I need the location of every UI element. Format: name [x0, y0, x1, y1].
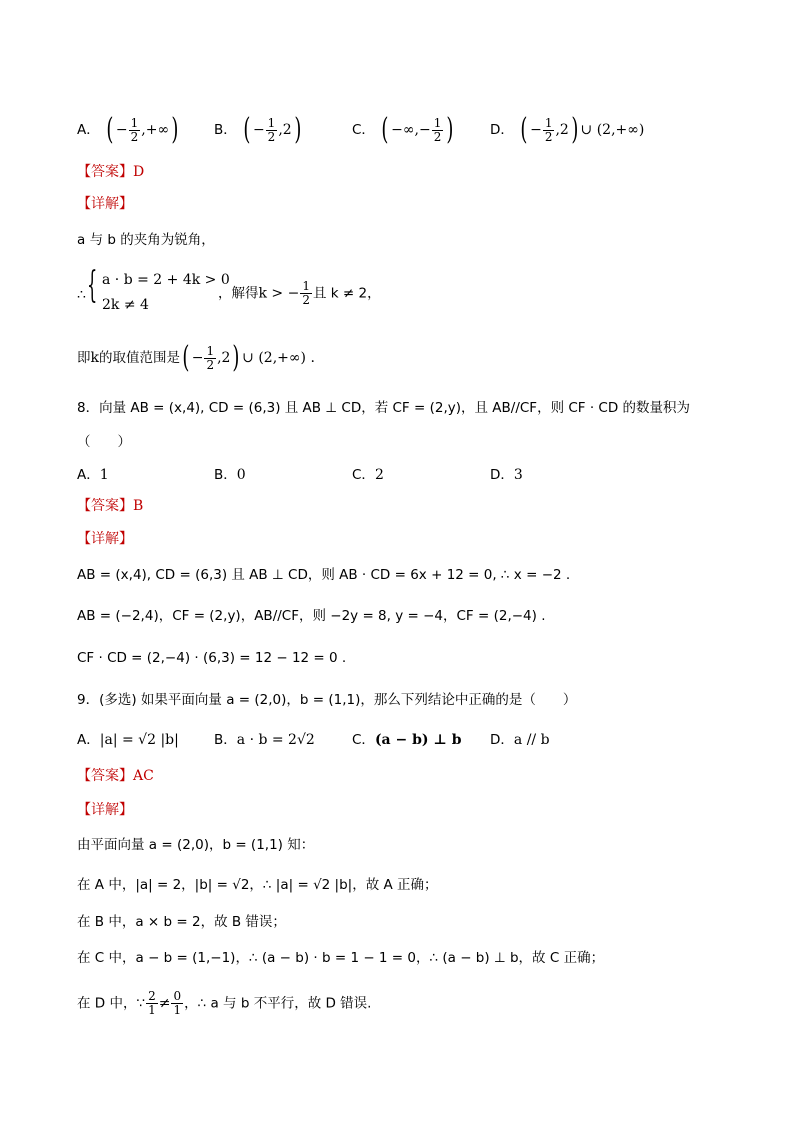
- q9-detail-line-4: 在 C 中，a − b = (1,−1)，∴ (a − b) · b = 1 − 1 = 0，∴ (a − b) ⊥ b，故 C 正确；: [77, 950, 605, 966]
- q7-answer: [77, 162, 144, 182]
- answer-value: B: [133, 498, 144, 514]
- q9-detail-line-3: 在 B 中，a × b = 2，故 B 错误；: [77, 914, 286, 930]
- q8-stem: 8．向量 AB = (x,4), CD = (6,3) 且 AB ⊥ CD，若 CF = (2,y)，且 AB//CF，则 CF · CD 的数量积为: [77, 400, 691, 416]
- q9-option-b: B．a · b = 2√2: [214, 732, 315, 748]
- q9-detail-line-5: 在 D 中，∵ $\frac{2}{1}$ ≠ $\frac{0}{1}$ ，∴ a 与 b 不平行，故 D 错误.: [77, 989, 372, 1017]
- system-brace: {: [87, 265, 98, 306]
- q8-answer: [77, 496, 143, 516]
- q8-stem-blank: （ ）: [77, 434, 131, 450]
- answer-value: D: [133, 164, 145, 180]
- q7-system-line-1: a · b = 2 + 4k > 0: [102, 272, 230, 288]
- q8-detail-tag: 【详解】: [77, 531, 133, 547]
- q8-option-a: A．1: [77, 467, 109, 483]
- q9-option-a: A．|a| = √2 |b|: [77, 732, 179, 748]
- q9-detail-line-1: 由平面向量 a = (2,0)，b = (1,1) 知：: [77, 837, 315, 853]
- answer-value: AC: [133, 768, 154, 784]
- q7-option-c: C． ( −∞,− $\frac{1}{2}$ ): [352, 112, 454, 147]
- q8-detail-line-3: CF · CD = (2,−4) · (6,3) = 12 − 12 = 0 .: [77, 650, 347, 666]
- q9-answer: [77, 766, 154, 786]
- q7-option-a: A． ( − $\frac{1}{2}$ ,+∞): [77, 112, 179, 147]
- q7-detail-line-1: a 与 b 的夹角为锐角，: [77, 232, 215, 248]
- q7-detail-tag: 【详解】: [77, 196, 133, 212]
- answer-tag: 【答案】: [77, 768, 133, 784]
- q7-option-d: D． ( − $\frac{1}{2}$ ,2) ∪ (2,+∞): [490, 112, 645, 147]
- q8-option-b: B．0: [214, 467, 246, 483]
- q8-detail-line-1: AB = (x,4), CD = (6,3) 且 AB ⊥ CD，则 AB · CD = 6x + 12 = 0, ∴ x = −2 .: [77, 567, 571, 583]
- q9-option-c: C．(a − b) ⊥ b: [352, 732, 462, 748]
- q9-stem: 9．(多选) 如果平面向量 a = (2,0)，b = (1,1)，那么下列结论中正确的是（ ）: [77, 692, 577, 708]
- q7-option-b: B． ( − $\frac{1}{2}$ ,2): [214, 112, 302, 147]
- q8-detail-line-2: AB = (−2,4)，CF = (2,y)，AB//CF，则 −2y = 8, y = −4，CF = (2,−4) .: [77, 608, 546, 624]
- therefore-symbol: ∴: [77, 287, 86, 303]
- q7-detail-line-3: 即k的取值范围是( − $\frac{1}{2}$ ,2) ∪ (2,+∞) .: [77, 340, 315, 375]
- answer-tag: 【答案】: [77, 498, 133, 514]
- answer-tag: 【答案】: [77, 164, 133, 180]
- q8-option-d: D．3: [490, 467, 523, 483]
- q7-solve-result: ，解得k > − $\frac{1}{2}$ 且 k ≠ 2，: [218, 279, 381, 307]
- q9-detail-line-2: 在 A 中，|a| = 2，|b| = √2，∴ |a| = √2 |b|，故 A 正确；: [77, 877, 438, 893]
- q9-option-d: D．a // b: [490, 732, 550, 748]
- q8-option-c: C．2: [352, 467, 384, 483]
- q7-system-line-2: 2k ≠ 4: [102, 297, 149, 313]
- q9-detail-tag: 【详解】: [77, 802, 133, 818]
